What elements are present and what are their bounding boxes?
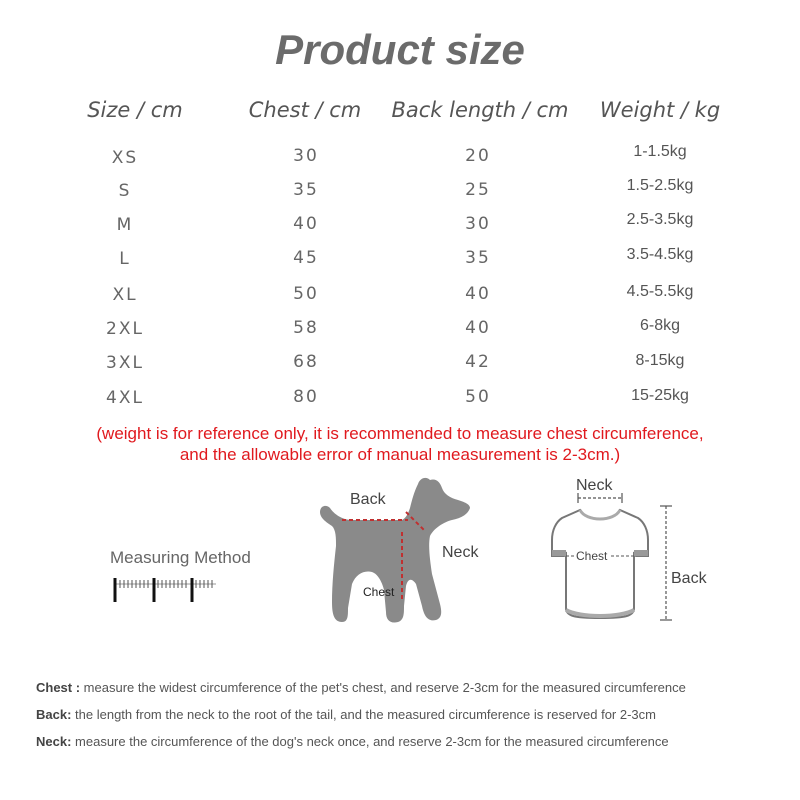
shirt-neck-label: Neck: [576, 477, 613, 494]
cell-back: 50: [465, 387, 491, 407]
header-back-length: Back length / cm: [391, 98, 569, 122]
cell-weight: 15-25kg: [631, 387, 689, 404]
cell-weight: 8-15kg: [635, 352, 685, 369]
cell-chest: 50: [293, 284, 319, 304]
shirt-back-label: Back: [671, 570, 707, 587]
cell-chest: 45: [293, 248, 319, 268]
cell-back: 20: [465, 146, 491, 166]
description-back: [36, 707, 656, 722]
measuring-method-label: Measuring Method: [110, 548, 251, 567]
cell-size: XS: [111, 148, 139, 168]
description-text: measure the widest circumference of the pet's chest, and reserve 2-3cm for the measured circumference: [80, 680, 686, 695]
cell-weight: 3.5-4.5kg: [626, 246, 694, 263]
cell-weight: 1.5-2.5kg: [626, 177, 694, 194]
dog-back-label: Back: [350, 491, 386, 508]
cell-weight: 2.5-3.5kg: [626, 211, 694, 228]
cell-size: L: [119, 249, 131, 269]
cell-size: S: [118, 181, 132, 201]
tape-measure-icon: [110, 576, 220, 606]
note-line-1: (weight is for reference only, it is recommended to measure chest circumference,: [96, 424, 704, 443]
description-term: Chest :: [36, 680, 81, 695]
cell-back: 40: [465, 318, 491, 338]
cell-back: 25: [465, 180, 491, 200]
cell-chest: 35: [293, 180, 319, 200]
description-text: measure the circumference of the dog's neck once, and reserve 2-3cm for the measured circumference: [71, 734, 669, 749]
cell-size: 3XL: [106, 353, 144, 373]
cell-chest: 30: [293, 146, 319, 166]
description-neck: [36, 734, 669, 749]
shirt-chest-label: Chest: [576, 549, 608, 563]
cell-back: 40: [465, 284, 491, 304]
cell-size: 2XL: [106, 319, 144, 339]
cell-chest: 58: [293, 318, 319, 338]
header-size: Size / cm: [87, 98, 183, 122]
note-line-2: and the allowable error of manual measurement is 2-3cm.): [179, 445, 621, 464]
dog-neck-label: Neck: [442, 544, 479, 561]
cell-chest: 40: [293, 214, 319, 234]
cell-chest: 80: [293, 387, 319, 407]
pet-shirt-icon: [540, 490, 680, 630]
description-chest: [36, 680, 686, 695]
cell-back: 35: [465, 248, 491, 268]
description-term: Neck:: [36, 734, 72, 749]
cell-back: 30: [465, 214, 491, 234]
cell-weight: 6-8kg: [639, 317, 681, 334]
cell-weight: 1-1.5kg: [633, 143, 687, 160]
cell-weight: 4.5-5.5kg: [626, 283, 694, 300]
cell-size: 4XL: [106, 388, 144, 408]
header-weight: Weight / kg: [599, 98, 721, 122]
page-title: Product size: [275, 26, 525, 73]
dog-chest-label: Chest: [363, 585, 395, 599]
description-term: Back:: [36, 707, 72, 722]
description-text: the length from the neck to the root of the tail, and the measured circumference is reserved for 2-3cm: [71, 707, 656, 722]
cell-back: 42: [465, 352, 491, 372]
header-chest: Chest / cm: [248, 98, 362, 122]
cell-size: XL: [112, 285, 138, 305]
cell-chest: 68: [293, 352, 319, 372]
cell-size: M: [116, 215, 134, 235]
